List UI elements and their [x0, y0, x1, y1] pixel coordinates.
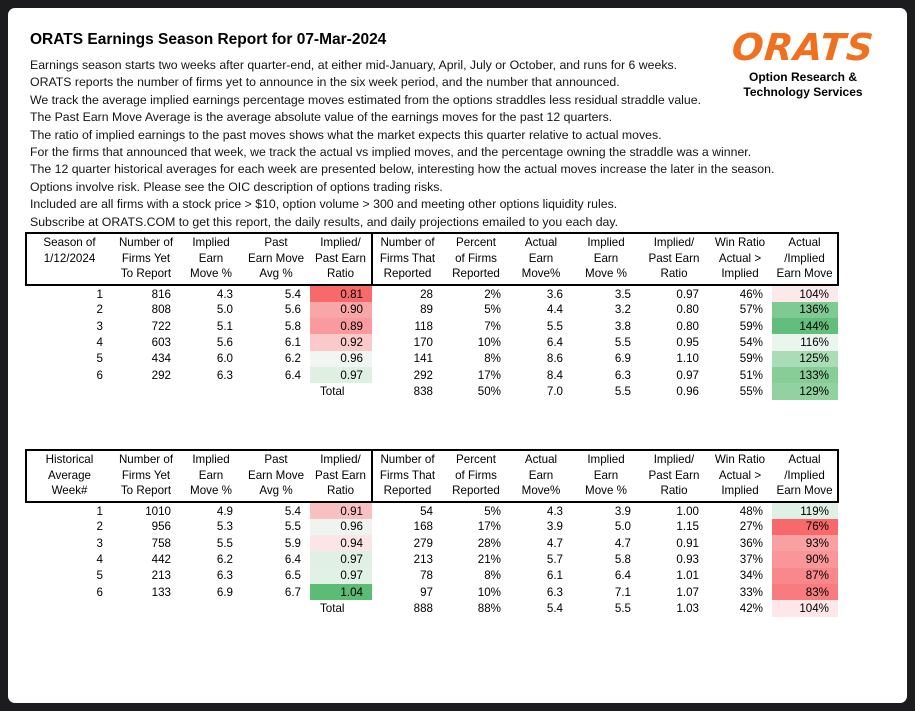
table-cell: 292	[151, 368, 171, 382]
column-header: Win Ratio Actual > Implied	[708, 450, 772, 502]
table-cell: 3.5	[614, 287, 631, 301]
table-cell: 279	[413, 536, 433, 550]
total-row	[26, 600, 838, 616]
table-cell: 125%	[772, 351, 838, 367]
table-cell: 213	[151, 569, 171, 583]
current-season-table	[25, 232, 839, 400]
table-cell: 4	[96, 552, 103, 566]
column-header: Actual Earn Move%	[510, 233, 572, 285]
table-cell: 144%	[772, 318, 838, 334]
table-cell: 5.5	[614, 385, 631, 399]
table-cell: 6.3	[216, 569, 233, 583]
intro-line: Subscribe at ORATS.COM to get this report, the daily results, and daily projections emailed to you each day.	[30, 214, 619, 229]
column-header: Implied/ Past Earn Ratio	[310, 450, 372, 502]
table-cell: 51%	[739, 368, 763, 382]
table-cell: 34%	[739, 569, 763, 583]
table-cell: Total	[320, 602, 345, 616]
column-header: Actual Earn Move%	[510, 450, 572, 502]
column-header: Number of Firms That Reported	[372, 450, 442, 502]
table-cell: 722	[151, 319, 171, 333]
table-cell: 5.5	[614, 602, 631, 616]
table-cell: 59%	[739, 319, 763, 333]
table-cell: 8%	[484, 569, 501, 583]
intro-line: Included are all firms with a stock price > $10, option volume > 300 and meeting other options liquidity rules.	[30, 197, 618, 212]
table-cell: 7%	[484, 319, 501, 333]
table-cell: 0.97	[310, 551, 372, 567]
table-cell: 5.7	[546, 552, 563, 566]
table-cell: 88%	[477, 602, 501, 616]
table-cell: 3.8	[614, 319, 631, 333]
current-season-table	[25, 232, 839, 400]
table-cell: 6.3	[546, 585, 563, 599]
page-title: ORATS Earnings Season Report for 07-Mar-2024	[30, 31, 387, 48]
column-header: Implied Earn Move %	[572, 233, 640, 285]
table-cell: 97	[420, 585, 433, 599]
table-cell: 4.7	[546, 536, 563, 550]
column-header: Actual /Implied Earn Move	[772, 233, 838, 285]
table-cell: 5.5	[216, 536, 233, 550]
table-cell: 0.97	[676, 287, 699, 301]
table-cell: 10%	[477, 335, 501, 349]
orats-logo-subtitle-line1: Option Research &	[748, 70, 858, 84]
column-header: Historical Average Week#	[26, 450, 112, 502]
table-cell: 133	[151, 585, 171, 599]
table-cell: 6.4	[546, 335, 563, 349]
table-row	[26, 285, 838, 301]
table-cell: 0.89	[310, 318, 372, 334]
table-cell: 2	[96, 520, 103, 534]
table-cell: 0.81	[310, 285, 372, 301]
orats-logo-subtitle	[715, 70, 891, 99]
table-cell: 28	[420, 287, 433, 301]
table-cell: 5.5	[614, 335, 631, 349]
table-cell: 8%	[484, 352, 501, 366]
table-cell: 2%	[484, 287, 501, 301]
table-cell: 1	[96, 504, 103, 518]
table-cell: 5.6	[216, 335, 233, 349]
intro-line: The Past Earn Move Average is the average absolute value of the earnings moves for the past 12 quarters.	[30, 110, 613, 125]
column-header: Win Ratio Actual > Implied	[708, 233, 772, 285]
column-header: Implied/ Past Earn Ratio	[310, 233, 372, 285]
table-cell: 10%	[477, 585, 501, 599]
historical-average-table	[25, 449, 839, 617]
column-header: Percent of Firms Reported	[442, 233, 510, 285]
table-row	[26, 302, 838, 318]
table-cell: 5.5	[546, 319, 563, 333]
table-cell: 46%	[739, 287, 763, 301]
table-cell: 6.3	[216, 368, 233, 382]
table-cell: 816	[151, 287, 171, 301]
table-row	[26, 367, 838, 383]
table-cell: 5.9	[284, 536, 301, 550]
table-cell: 119%	[772, 502, 838, 518]
table-cell: 0.91	[676, 536, 699, 550]
table-cell: 6.4	[284, 552, 301, 566]
table-cell: 3	[96, 536, 103, 550]
table-cell: 888	[413, 602, 433, 616]
orats-logo-subtitle-line2: Technology Services	[743, 84, 863, 99]
column-header: Number of Firms Yet To Report	[112, 233, 180, 285]
table-cell: 3.6	[546, 287, 563, 301]
table-cell: 76%	[772, 519, 838, 535]
table-cell: 0.80	[676, 319, 699, 333]
table-cell: 141	[413, 352, 433, 366]
table-cell: 4.9	[216, 504, 233, 518]
table-cell: 0.96	[676, 385, 699, 399]
table-cell: 1010	[145, 504, 171, 518]
table-cell: 5.8	[614, 552, 631, 566]
table-cell: 6.2	[216, 552, 233, 566]
intro-line: For the firms that announced that week, we track the actual vs implied moves, and the percentage owning the straddle was a winner.	[30, 145, 752, 160]
table-cell: 89	[420, 303, 433, 317]
table-cell: 5.8	[284, 319, 301, 333]
table-cell	[242, 600, 310, 616]
column-header: Number of Firms Yet To Report	[112, 450, 180, 502]
table-cell: 1	[96, 287, 103, 301]
table-cell: 5.5	[284, 520, 301, 534]
table-cell: 129%	[772, 383, 838, 399]
table-cell: 168	[413, 520, 433, 534]
table-cell: 3.9	[546, 520, 563, 534]
table-cell	[112, 600, 180, 616]
table-cell: 116%	[772, 334, 838, 350]
table-cell: 6.2	[284, 352, 301, 366]
table-cell: 4.7	[614, 536, 631, 550]
table-cell: 37%	[739, 552, 763, 566]
table-cell: 5.3	[216, 520, 233, 534]
table-cell: 27%	[739, 520, 763, 534]
column-header: Past Earn Move Avg %	[242, 450, 310, 502]
intro-line: ORATS reports the number of firms yet to announce in the six week period, and the number that announced.	[30, 75, 620, 90]
table-cell: 5%	[484, 303, 501, 317]
table-cell: 1.03	[676, 602, 699, 616]
table-cell: 6.0	[216, 352, 233, 366]
table-cell: 6	[96, 585, 103, 599]
intro-paragraph	[30, 57, 774, 231]
table-row	[26, 351, 838, 367]
column-header: Percent of Firms Reported	[442, 450, 510, 502]
table-cell: 83%	[772, 584, 838, 600]
table-cell: 603	[151, 335, 171, 349]
table-cell: 57%	[739, 303, 763, 317]
table-cell: 808	[151, 303, 171, 317]
column-header: Past Earn Move Avg %	[242, 233, 310, 285]
table-cell: 0.92	[310, 334, 372, 350]
table-cell: 170	[413, 335, 433, 349]
table-cell: 136%	[772, 302, 838, 318]
column-header: Implied/ Past Earn Ratio	[640, 233, 708, 285]
table-cell: 3.2	[614, 303, 631, 317]
table-cell: 6.4	[614, 569, 631, 583]
table-row	[26, 519, 838, 535]
table-cell: 4.3	[546, 504, 563, 518]
table-cell: 838	[413, 385, 433, 399]
column-header: Implied Earn Move %	[180, 233, 242, 285]
table-row	[26, 502, 838, 518]
table-cell: 1.15	[676, 520, 699, 534]
table-cell: 104%	[772, 285, 838, 301]
table-cell: 0.91	[310, 502, 372, 518]
table-cell: 5.4	[284, 287, 301, 301]
intro-line: Options involve risk. Please see the OIC description of options trading risks.	[30, 179, 443, 194]
column-header: Implied Earn Move %	[572, 450, 640, 502]
table-cell: 6.4	[284, 368, 301, 382]
table-cell: 5	[96, 352, 103, 366]
column-header: Number of Firms That Reported	[372, 233, 442, 285]
table-cell: 48%	[739, 504, 763, 518]
table-cell	[26, 383, 112, 399]
table-cell: 54%	[739, 335, 763, 349]
table-cell: 59%	[739, 352, 763, 366]
table-cell: 54	[420, 504, 433, 518]
table-row	[26, 334, 838, 350]
table-cell: 28%	[477, 536, 501, 550]
table-cell: 33%	[739, 585, 763, 599]
table-cell: 17%	[477, 368, 501, 382]
table-row	[26, 318, 838, 334]
table-row	[26, 584, 838, 600]
table-cell: 6.9	[614, 352, 631, 366]
table-cell: 0.94	[310, 535, 372, 551]
table-cell	[26, 600, 112, 616]
table-cell: 8.4	[546, 368, 563, 382]
table-cell: 17%	[477, 520, 501, 534]
table-cell: 5.4	[284, 504, 301, 518]
table-cell: 8.6	[546, 352, 563, 366]
table-cell: 5.4	[546, 602, 563, 616]
table-cell: 6.9	[216, 585, 233, 599]
report-page	[8, 8, 907, 703]
intro-line: The ratio of implied earnings to the past moves shows what the market expects this quarter relative to actual moves.	[30, 127, 662, 142]
column-header: Implied/ Past Earn Ratio	[640, 450, 708, 502]
table-cell: 4.4	[546, 303, 563, 317]
historical-average-table	[25, 449, 839, 617]
table-cell: 0.80	[676, 303, 699, 317]
table-cell: 21%	[477, 552, 501, 566]
table-cell: 36%	[739, 536, 763, 550]
table-cell: 118	[414, 319, 433, 333]
table-cell: 42%	[739, 602, 763, 616]
intro-line: We track the average implied earnings percentage moves estimated from the options straddles less residual straddle value.	[30, 92, 701, 107]
table-cell: 0.93	[676, 552, 699, 566]
table-cell: 133%	[772, 367, 838, 383]
table-cell: 5.1	[216, 319, 233, 333]
table-cell: 5	[96, 569, 103, 583]
table-cell	[242, 383, 310, 399]
table-cell: 0.95	[676, 335, 699, 349]
table-cell: 956	[151, 520, 171, 534]
table-cell	[180, 600, 242, 616]
table-cell: 6.5	[284, 569, 301, 583]
orats-logo-text: ORATS	[730, 26, 876, 69]
table-cell: 87%	[772, 568, 838, 584]
table-cell: 50%	[477, 385, 501, 399]
table-cell: 6.3	[614, 368, 631, 382]
table-cell: 758	[151, 536, 171, 550]
table-cell: 0.90	[310, 302, 372, 318]
table-cell: 90%	[772, 551, 838, 567]
table-cell: 2	[96, 303, 103, 317]
table-cell: 5.6	[284, 303, 301, 317]
orats-logo	[715, 28, 891, 99]
table-cell: 78	[420, 569, 433, 583]
table-cell: Total	[320, 385, 345, 399]
table-cell: 3.9	[614, 504, 631, 518]
column-header: Actual /Implied Earn Move	[772, 450, 838, 502]
table-cell: 292	[413, 368, 433, 382]
table-cell: 1.01	[676, 569, 699, 583]
table-cell: 0.96	[310, 351, 372, 367]
intro-line: Earnings season starts two weeks after quarter-end, at either mid-January, April, July or October, and runs for 6 weeks.	[30, 58, 678, 72]
table-cell: 434	[151, 352, 171, 366]
table-cell: 7.0	[546, 385, 563, 399]
table-row	[26, 568, 838, 584]
table-cell: 6.1	[284, 335, 301, 349]
table-cell: 5%	[484, 504, 501, 518]
table-cell: 6.7	[284, 585, 301, 599]
table-cell: 0.97	[676, 368, 699, 382]
table-cell: 0.96	[310, 519, 372, 535]
table-cell: 5.0	[614, 520, 631, 534]
table-cell	[112, 383, 180, 399]
table-cell: 4	[96, 335, 103, 349]
table-cell: 55%	[739, 385, 763, 399]
table-cell: 6.1	[546, 569, 563, 583]
table-cell: 7.1	[614, 585, 631, 599]
table-cell	[180, 383, 242, 399]
table-cell: 1.10	[676, 352, 699, 366]
table-cell: 1.07	[676, 585, 699, 599]
table-cell: 0.97	[310, 367, 372, 383]
table-cell: 442	[151, 552, 171, 566]
table-cell: 5.0	[216, 303, 233, 317]
table-cell: 3	[96, 319, 103, 333]
table-cell: 4.3	[216, 287, 233, 301]
table-row	[26, 535, 838, 551]
intro-line: The 12 quarter historical averages for each week are presented below, interesting how the actual moves increase the later in the season.	[30, 162, 775, 177]
total-row	[26, 383, 838, 399]
table-row	[26, 551, 838, 567]
table-cell: 104%	[772, 600, 838, 616]
table-cell: 0.97	[310, 568, 372, 584]
table-cell: 6	[96, 368, 103, 382]
column-header: Implied Earn Move %	[180, 450, 242, 502]
table-cell: 1.00	[676, 504, 699, 518]
column-header: Season of 1/12/2024	[26, 233, 112, 285]
table-cell: 1.04	[310, 584, 372, 600]
table-cell: 213	[413, 552, 433, 566]
table-cell: 93%	[772, 535, 838, 551]
